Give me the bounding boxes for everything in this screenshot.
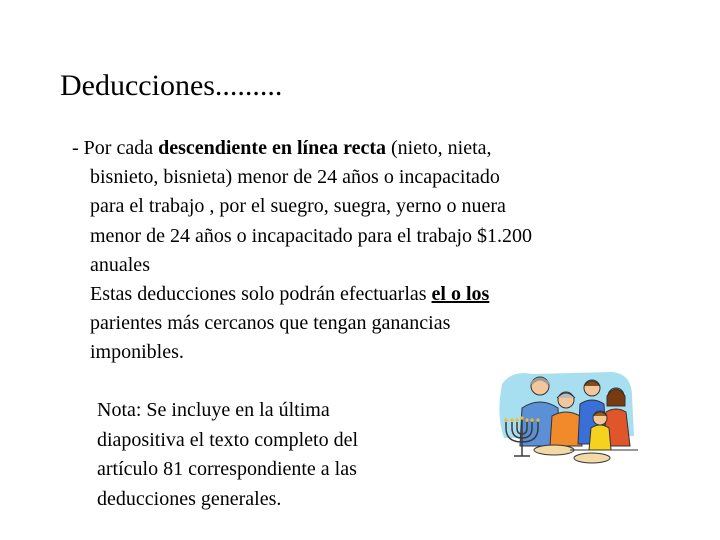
body-line-2: bisnieto, bisnieta) menor de 24 años o incapacitado <box>90 166 500 189</box>
note-line-3: artículo 81 correspondiente a las <box>97 458 357 480</box>
body-line-7: parientes más cercanos que tengan ganancias <box>90 312 451 335</box>
bread-plate-left <box>534 445 574 455</box>
child-body <box>589 425 611 450</box>
grandmother-body <box>550 412 582 446</box>
body-line-1-suffix: (nieto, nieta, <box>386 137 492 159</box>
body-line-1-prefix: - Por cada <box>72 137 159 159</box>
body-line-6 <box>72 280 632 309</box>
note-line-2: diapositiva el texto completo del <box>97 428 359 451</box>
body-line-1 <box>72 134 632 163</box>
body-line-3: para el trabajo , por el suegro, suegra, yerno o nuera <box>90 195 506 218</box>
body-line-6-prefix: Estas deducciones solo podrán efectuarlas <box>90 283 432 306</box>
bread-plate-right <box>574 453 610 463</box>
note-line-4: deducciones generales. <box>97 487 282 510</box>
slide-title: Deducciones......... <box>60 69 283 102</box>
deductions-paragraph <box>72 134 632 368</box>
body-line-5: anuales <box>90 253 150 276</box>
underlined-relatives-text: el o los <box>431 283 490 306</box>
body-line-8: imponibles. <box>90 341 184 364</box>
descendant-bold-text: descendiente en línea recta <box>158 137 386 159</box>
body-line-4: menor de 24 años o incapacitado para el trabajo $1.200 <box>90 224 533 247</box>
note-paragraph <box>97 396 427 514</box>
family-celebration-icon <box>492 366 640 466</box>
note-line-1: Nota: Se incluye en la última <box>97 399 330 421</box>
